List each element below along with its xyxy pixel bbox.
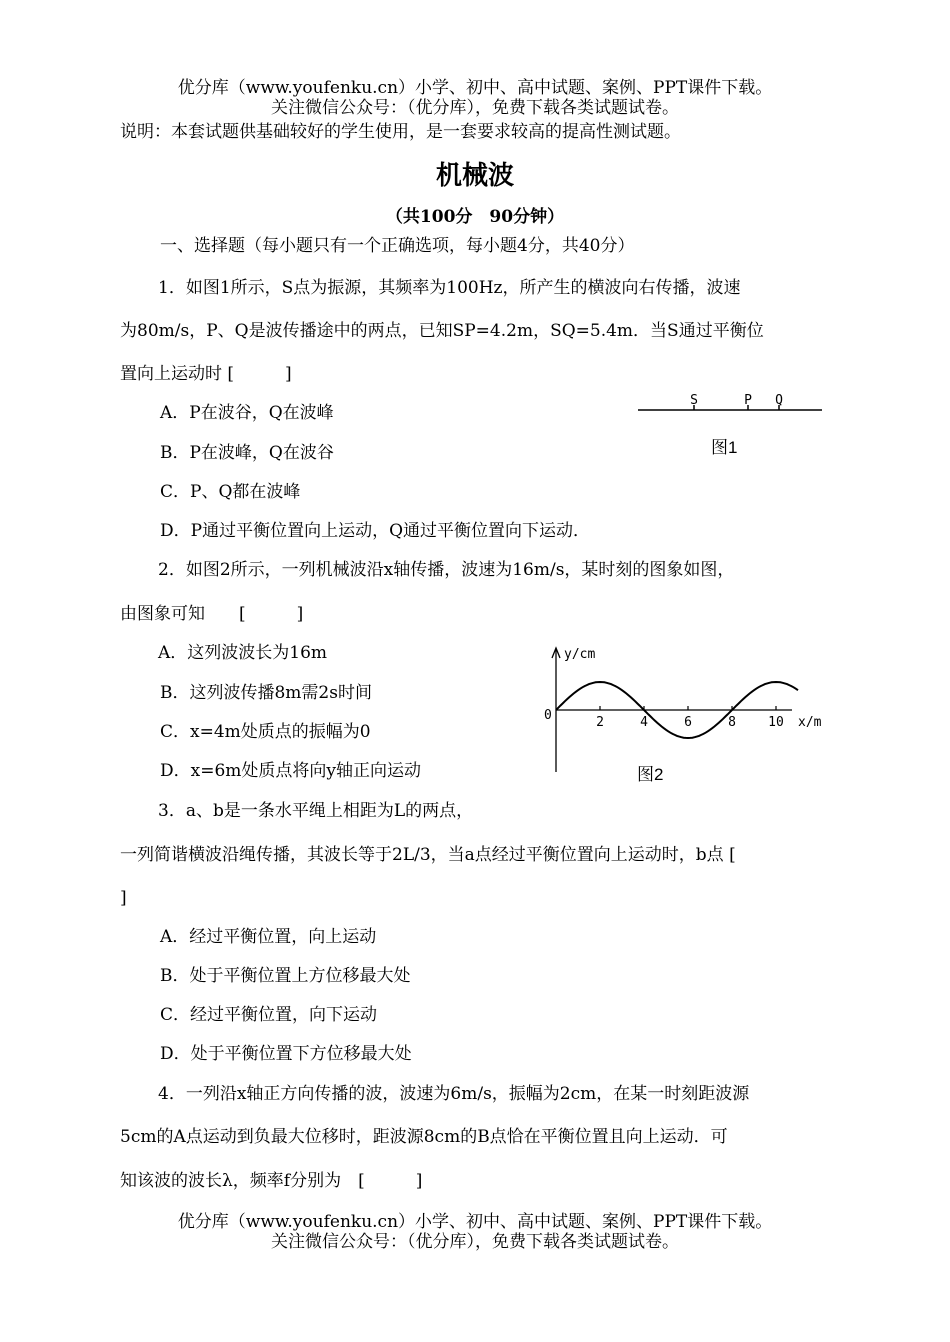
q3-line-2: 一列简谐横波沿绳传播，其波长等于2L/3，当a点经过平衡位置向上运动时，b点 [: [120, 845, 736, 865]
section-heading: 一、选择题（每小题只有一个正确选项，每小题4分，共40分）: [160, 236, 635, 256]
figure-1-label-s: S: [690, 393, 698, 408]
figure-2-tick-label-8: 8: [728, 715, 736, 730]
q1-option-d: D．P通过平衡位置向上运动，Q通过平衡位置向下运动．: [160, 521, 591, 541]
q2-option-c: C．x=4m处质点的振幅为0: [160, 722, 371, 742]
figure-1: [636, 390, 826, 420]
q2-option-d: D．x=6m处质点将向y轴正向运动: [160, 761, 422, 781]
figure-2-tick-label-10: 10: [768, 715, 784, 730]
footer-line-1: 优分库（www.youfenku.cn）小学、初中、高中试题、案例、PPT课件下载。: [177, 1212, 773, 1232]
q2-line-1: 2．如图2所示，一列机械波沿x轴传播，波速为16m/s，某时刻的图象如图，: [158, 560, 735, 580]
figure-2-tick-label-6: 6: [684, 715, 692, 730]
q3-option-a: A．经过平衡位置，向上运动: [160, 927, 377, 947]
q1-option-a: A．P在波谷，Q在波峰: [160, 403, 334, 423]
page-title: 机械波: [435, 161, 514, 191]
page-subtitle: （共100分 90分钟）: [385, 207, 565, 227]
figure-1-caption: 图1: [711, 438, 738, 457]
q3-line-3: ]: [120, 888, 127, 908]
figure-2-tick-label-4: 4: [640, 715, 648, 730]
q3-option-b: B．处于平衡位置上方位移最大处: [160, 966, 411, 986]
figure-2-caption: 图2: [637, 765, 664, 784]
q4-line-1: 4．一列沿x轴正方向传播的波，波速为6m/s，振幅为2cm，在某一时刻距波源: [158, 1084, 750, 1104]
note-text: 说明：本套试题供基础较好的学生使用，是一套要求较高的提高性测试题。: [120, 122, 681, 142]
q4-line-2: 5cm的A点运动到负最大位移时，距波源8cm的B点恰在平衡位置且向上运动．可: [120, 1127, 728, 1147]
figure-2-xlabel: x/m: [798, 715, 822, 730]
q1-line-2: 为80m/s，P、Q是波传播途中的两点，已知SP=4.2m，SQ=5.4m．当S通过平衡位: [120, 321, 764, 341]
q3-option-c: C．经过平衡位置，向下运动: [160, 1005, 378, 1025]
q1-line-1: 1．如图1所示，S点为振源，其频率为100Hz，所产生的横波向右传播，波速: [158, 278, 741, 298]
q4-line-3: 知该波的波长λ，频率f分别为 [ ]: [120, 1171, 423, 1191]
footer-line-2: 关注微信公众号：（优分库），免费下载各类试题试卷。: [271, 1232, 679, 1252]
header-line-1: 优分库（www.youfenku.cn）小学、初中、高中试题、案例、PPT课件下载。: [177, 78, 773, 98]
q3-option-d: D．处于平衡位置下方位移最大处: [160, 1044, 412, 1064]
figure-1-label-p: P: [744, 393, 752, 408]
q1-option-b: B．P在波峰，Q在波谷: [160, 443, 334, 463]
q1-option-c: C．P、Q都在波峰: [160, 482, 301, 502]
figure-2-origin: 0: [544, 708, 552, 723]
figure-2-tick-label-2: 2: [596, 715, 604, 730]
q2-line-2: 由图象可知 [ ]: [120, 604, 304, 624]
q1-line-3: 置向上运动时 [ ]: [120, 364, 292, 384]
figure-1-label-q: Q: [775, 393, 783, 408]
header-line-2: 关注微信公众号：（优分库），免费下载各类试题试卷。: [271, 98, 679, 118]
figure-2-ylabel: y/cm: [564, 647, 596, 662]
q2-option-a: A．这列波波长为16m: [158, 643, 328, 663]
figure-2: [530, 640, 830, 780]
q3-line-1: 3．a、b是一条水平绳上相距为L的两点，: [158, 801, 474, 821]
q2-option-b: B．这列波传播8m需2s时间: [160, 683, 372, 703]
